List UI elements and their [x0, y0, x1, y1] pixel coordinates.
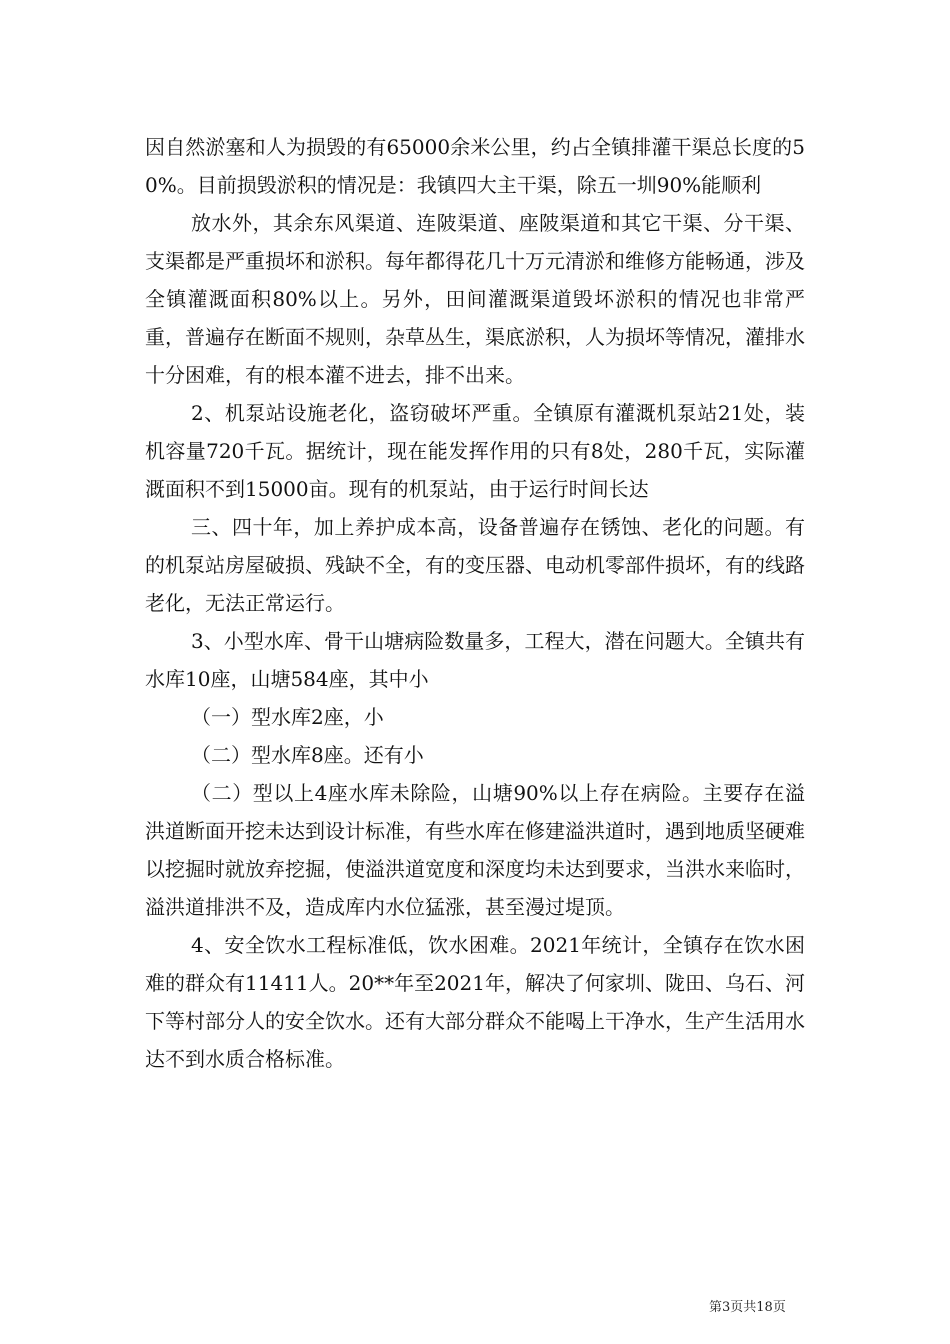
paragraph-reservoir-type-2: （二）型水库8座。还有小 — [191, 743, 424, 767]
paragraph-reservoirs: 3、小型水库、骨干山塘病险数量多，工程大，潜在问题大。全镇共有水库10座，山塘584座，其中小 — [145, 629, 805, 691]
paragraph-channels: 放水外，其余东风渠道、连陂渠道、座陂渠道和其它干渠、分干渠、支渠都是严重损坏和淤积。每年都得花几十万元清淤和维修方能畅通，涉及全镇灌溉面积80%以上。另外，田间灌溉渠道毁坏淤积的情况也非常严重，普遍存在断面不规则，杂草丛生，渠底淤积，人为损坏等情况，灌排水十分困难，有的根本灌不进去，排不出来。 — [145, 211, 805, 387]
paragraph-continuation: 因自然淤塞和人为损毁的有65000余米公里，约占全镇排灌干渠总长度的50%。目前损毁淤积的情况是：我镇四大主干渠，除五一圳90%能顺利 — [145, 135, 805, 197]
page-number: 第3页共18页 — [709, 1300, 786, 1315]
paragraph-drinking-water: 4、安全饮水工程标准低，饮水困难。2021年统计，全镇存在饮水困难的群众有11411人。20**年至2021年，解决了何家圳、陇田、乌石、河下等村部分人的安全饮水。还有大部分群众不能喝上干净水，生产生活用水达不到水质合格标准。 — [145, 933, 805, 1071]
paragraph-pump-stations: 2、机泵站设施老化，盗窃破坏严重。全镇原有灌溉机泵站21处，装机容量720千瓦。据统计，现在能发挥作用的只有8处，280千瓦，实际灌溉面积不到15000亩。现有的机泵站，由于运行时间长达 — [145, 401, 805, 501]
paragraph-reservoir-risks: （二）型以上4座水库未除险，山塘90%以上存在病险。主要存在溢洪道断面开挖未达到设计标准，有些水库在修建溢洪道时，遇到地质坚硬难以挖掘时就放弃挖掘，使溢洪道宽度和深度均未达到要求，当洪水来临时，溢洪道排洪不及，造成库内水位猛涨，甚至漫过堤顶。 — [145, 781, 805, 919]
paragraph-aging-equipment: 三、四十年，加上养护成本高，设备普遍存在锈蚀、老化的问题。有的机泵站房屋破损、残缺不全，有的变压器、电动机零部件损坏，有的线路老化，无法正常运行。 — [145, 515, 805, 615]
paragraph-reservoir-type-1: （一）型水库2座，小 — [191, 705, 384, 729]
document-body — [145, 128, 805, 1078]
